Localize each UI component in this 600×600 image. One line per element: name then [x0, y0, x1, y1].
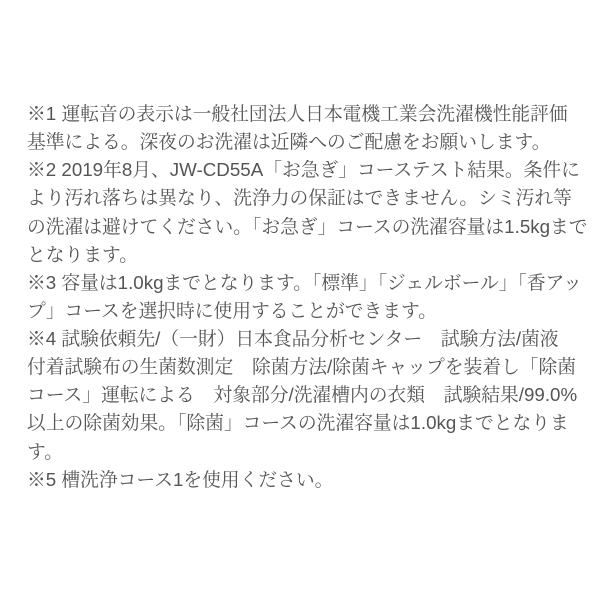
footnote-2 [27, 156, 588, 269]
footnote-1 [27, 100, 573, 156]
footnote-5 [27, 466, 573, 494]
footnote-2-line-3: の洗濯は避けてください。「お急ぎ」コースの洗濯容量は1.5kgまで [27, 215, 588, 237]
footnote-3-line-1: ※3 容量は1.0kgまでとなります。「標準」「ジェルボール」「香アッ [27, 271, 582, 293]
disclaimer-notes [27, 100, 588, 494]
footnote-2-line-4: となります。 [27, 243, 138, 265]
footnote-4-line-4: 以上の除菌効果。「除菌」コースの洗濯容量は1.0kgまでとなりま [27, 412, 569, 434]
footnote-4 [27, 325, 578, 466]
footnote-3-line-2: プ」コースを選択時に使用することができます。 [27, 299, 438, 321]
footnote-4-line-2: 付着試験布の生菌数測定 除菌方法/除菌キャップを装着し「除菌 [27, 356, 576, 378]
footnote-2-line-1: ※2 2019年8月、JW-CD55A「お急ぎ」コーステスト結果。条件に [27, 159, 580, 181]
footnote-4-line-3: コース」運転による 対象部分/洗濯槽内の衣類 試験結果/99.0% [27, 384, 578, 406]
footnote-1-line-1: ※1 運転音の表示は一般社団法人日本電機工業会洗濯機性能評価 [27, 103, 568, 124]
footnote-2-line-2: より汚れ落ちは異なり、洗浄力の保証はできません。シミ汚れ等 [27, 187, 572, 209]
footnote-5-line-1: ※5 槽洗浄コース1を使用ください。 [27, 468, 334, 490]
footnote-3 [27, 269, 582, 325]
footnote-1-line-2: 基準による。深夜のお洗濯は近隣へのご配慮をお願いします。 [27, 131, 551, 153]
footnote-4-line-5: す。 [27, 440, 63, 462]
footnote-4-line-1: ※4 試験依頼先/（一財）日本食品分析センター 試験方法/菌液 [27, 328, 559, 349]
